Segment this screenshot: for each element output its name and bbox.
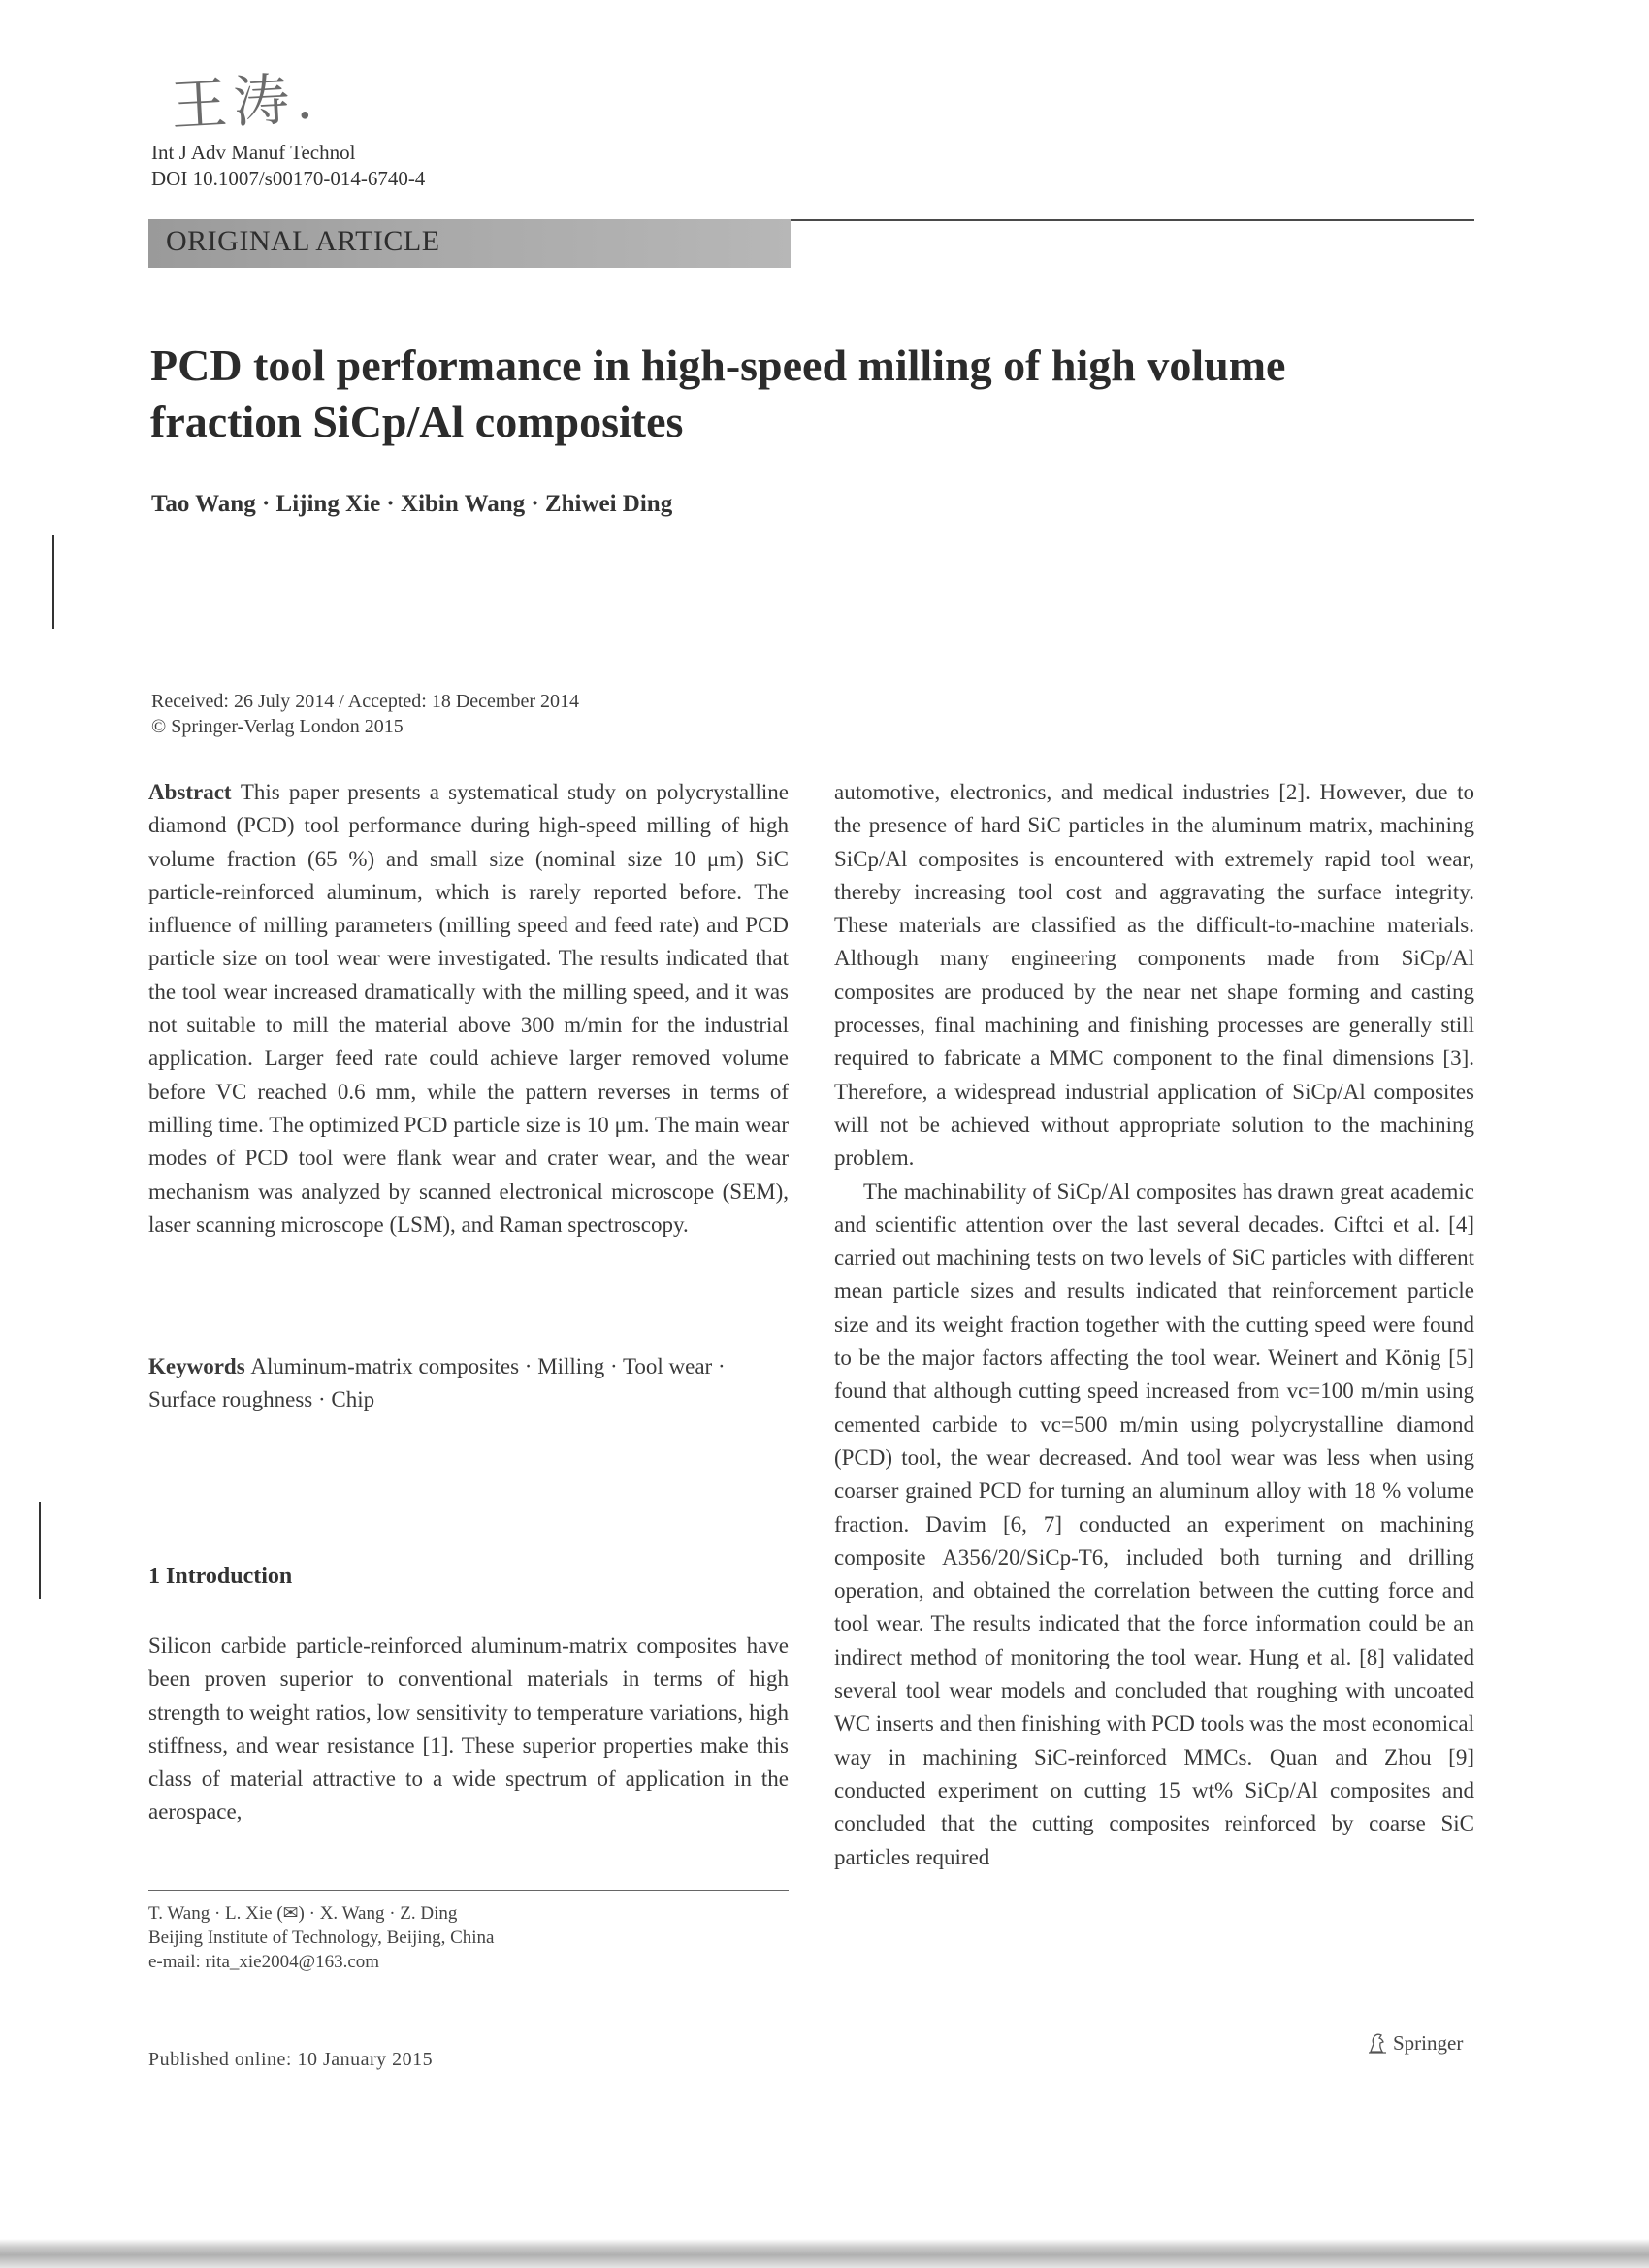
abstract-label: Abstract <box>148 780 232 804</box>
keywords-text: Aluminum-matrix composites · Milling · Tool wear · Surface roughness · Chip <box>148 1354 726 1412</box>
publisher-logo <box>1368 2031 1463 2056</box>
dates-block <box>151 689 579 739</box>
right-column <box>834 776 1474 1874</box>
journal-info <box>151 140 425 192</box>
footnote-rule <box>148 1890 789 1891</box>
footnote-email: e-mail: rita_xie2004@163.com <box>148 1952 380 1972</box>
keywords-label: Keywords <box>148 1354 245 1378</box>
journal-name: Int J Adv Manuf Technol <box>151 141 356 164</box>
section-badge <box>148 219 791 268</box>
doi: DOI 10.1007/s00170-014-6740-4 <box>151 167 426 190</box>
keywords <box>148 1350 789 1417</box>
abstract <box>148 776 789 1242</box>
header-rule <box>791 219 1474 221</box>
scan-margin-mark <box>52 535 54 629</box>
copyright: © Springer-Verlag London 2015 <box>151 716 404 737</box>
intro-paragraph-1: Silicon carbide particle-reinforced aluminum-matrix composites have been proven superior to conventional materials in terms of high strength to weight ratios, low sensitivity to temperature variations, high stiffness, and wear resistance [1]. These superior properties make this class of material attractive to a wide spectrum of application in the aerospace, <box>148 1634 789 1825</box>
section-heading-introduction: 1 Introduction <box>148 1564 293 1589</box>
scan-edge <box>0 2239 1649 2268</box>
scan-margin-mark <box>39 1502 41 1599</box>
footnote-affiliation: Beijing Institute of Technology, Beijing, China <box>148 1928 495 1948</box>
footnote-authors: T. Wang · L. Xie (✉) · X. Wang · Z. Ding <box>148 1903 458 1924</box>
springer-horse-icon <box>1368 2032 1387 2054</box>
title-line-2: fraction SiCp/Al composites <box>150 397 684 446</box>
abstract-text: This paper presents a systematical study on polycrystalline diamond (PCD) tool performance during high-speed milling of high volume fraction (65 %) and small size (nominal size 10 μm) SiC particle-reinforced aluminum, which is rarely reported before. The influence of milling parameters (milling speed and feed rate) and PCD particle size on tool wear were investigated. The results indicated that the tool wear increased dramatically with the milling speed, and it was not suitable to mill the material above 300 m/min for the industrial application. Larger feed rate could achieve larger removed volume before VC reached 0.6 mm, while the pattern reverses in terms of milling time. The optimized PCD particle size is 10 μm. The main wear modes of PCD tool were flank wear and crater wear, and the wear mechanism was analyzed by scanned electronical microscope (SEM), laser scanning microscope (LSM), and Raman spectroscopy. <box>148 780 790 1237</box>
introduction-body <box>148 1630 789 1830</box>
right-paragraph-1: automotive, electronics, and medical industries [2]. However, due to the presence of hard SiC particles in the aluminum matrix, machining SiCp/Al composites is encountered with extremely rapid tool wear, thereby increasing tool cost and aggravating the surface integrity. These materials are classified as the difficult-to-machine materials. Although many engineering components made from SiCp/Al composites are produced by the near net shape forming and casting processes, final machining and finishing processes are generally still required to fabricate a MMC component to the final dimensions [3]. Therefore, a widespread industrial application of SiCp/Al composites will not be achieved without appropriate solution to the machining problem. <box>834 780 1474 1171</box>
handwritten-note: 王涛. <box>169 65 321 139</box>
publisher-name: Springer <box>1393 2031 1464 2055</box>
authors: Tao Wang · Lijing Xie · Xibin Wang · Zhiwei Ding <box>151 491 673 517</box>
author-footnote <box>148 1901 494 1974</box>
article-title <box>150 338 1411 450</box>
right-paragraph-2: The machinability of SiCp/Al composites has drawn great academic and scientific attention over the last several decades. Ciftci et al. [4] carried out machining tests on two levels of SiC particles with different mean particle sizes and results indicated that reinforcement particle size and its weight fraction together with the cutting speed were found to be the major factors affecting the tool wear. Weinert and König [5] found that although cutting speed increased from vc=100 m/min using cemented carbide to vc=500 m/min using polycrystalline diamond (PCD) tool, the wear decreased. And tool wear was less when using coarser grained PCD for turning an aluminum alloy with 18 % volume fraction. Davim [6, 7] conducted an experiment on machining composite A356/20/SiCp-T6, included both turning and drilling operation, and obtained the correlation between the cutting force and tool wear. The results indicated that the force information could be an indirect method of monitoring the tool wear. Hung et al. [8] validated several tool wear models and concluded that roughing with uncoated WC inserts and then finishing with PCD tools was the most economical way in machining SiC-reinforced MMCs. Quan and Zhou [9] conducted experiment on cutting 15 wt% SiCp/Al composites and concluded that the cutting composites reinforced by coarse SiC particles required <box>834 1179 1474 1869</box>
title-line-1: PCD tool performance in high-speed milling of high volume <box>150 340 1286 390</box>
published-online: Published online: 10 January 2015 <box>148 2049 434 2070</box>
received-accepted: Received: 26 July 2014 / Accepted: 18 December 2014 <box>151 691 579 712</box>
section-badge-label: ORIGINAL ARTICLE <box>166 225 440 257</box>
